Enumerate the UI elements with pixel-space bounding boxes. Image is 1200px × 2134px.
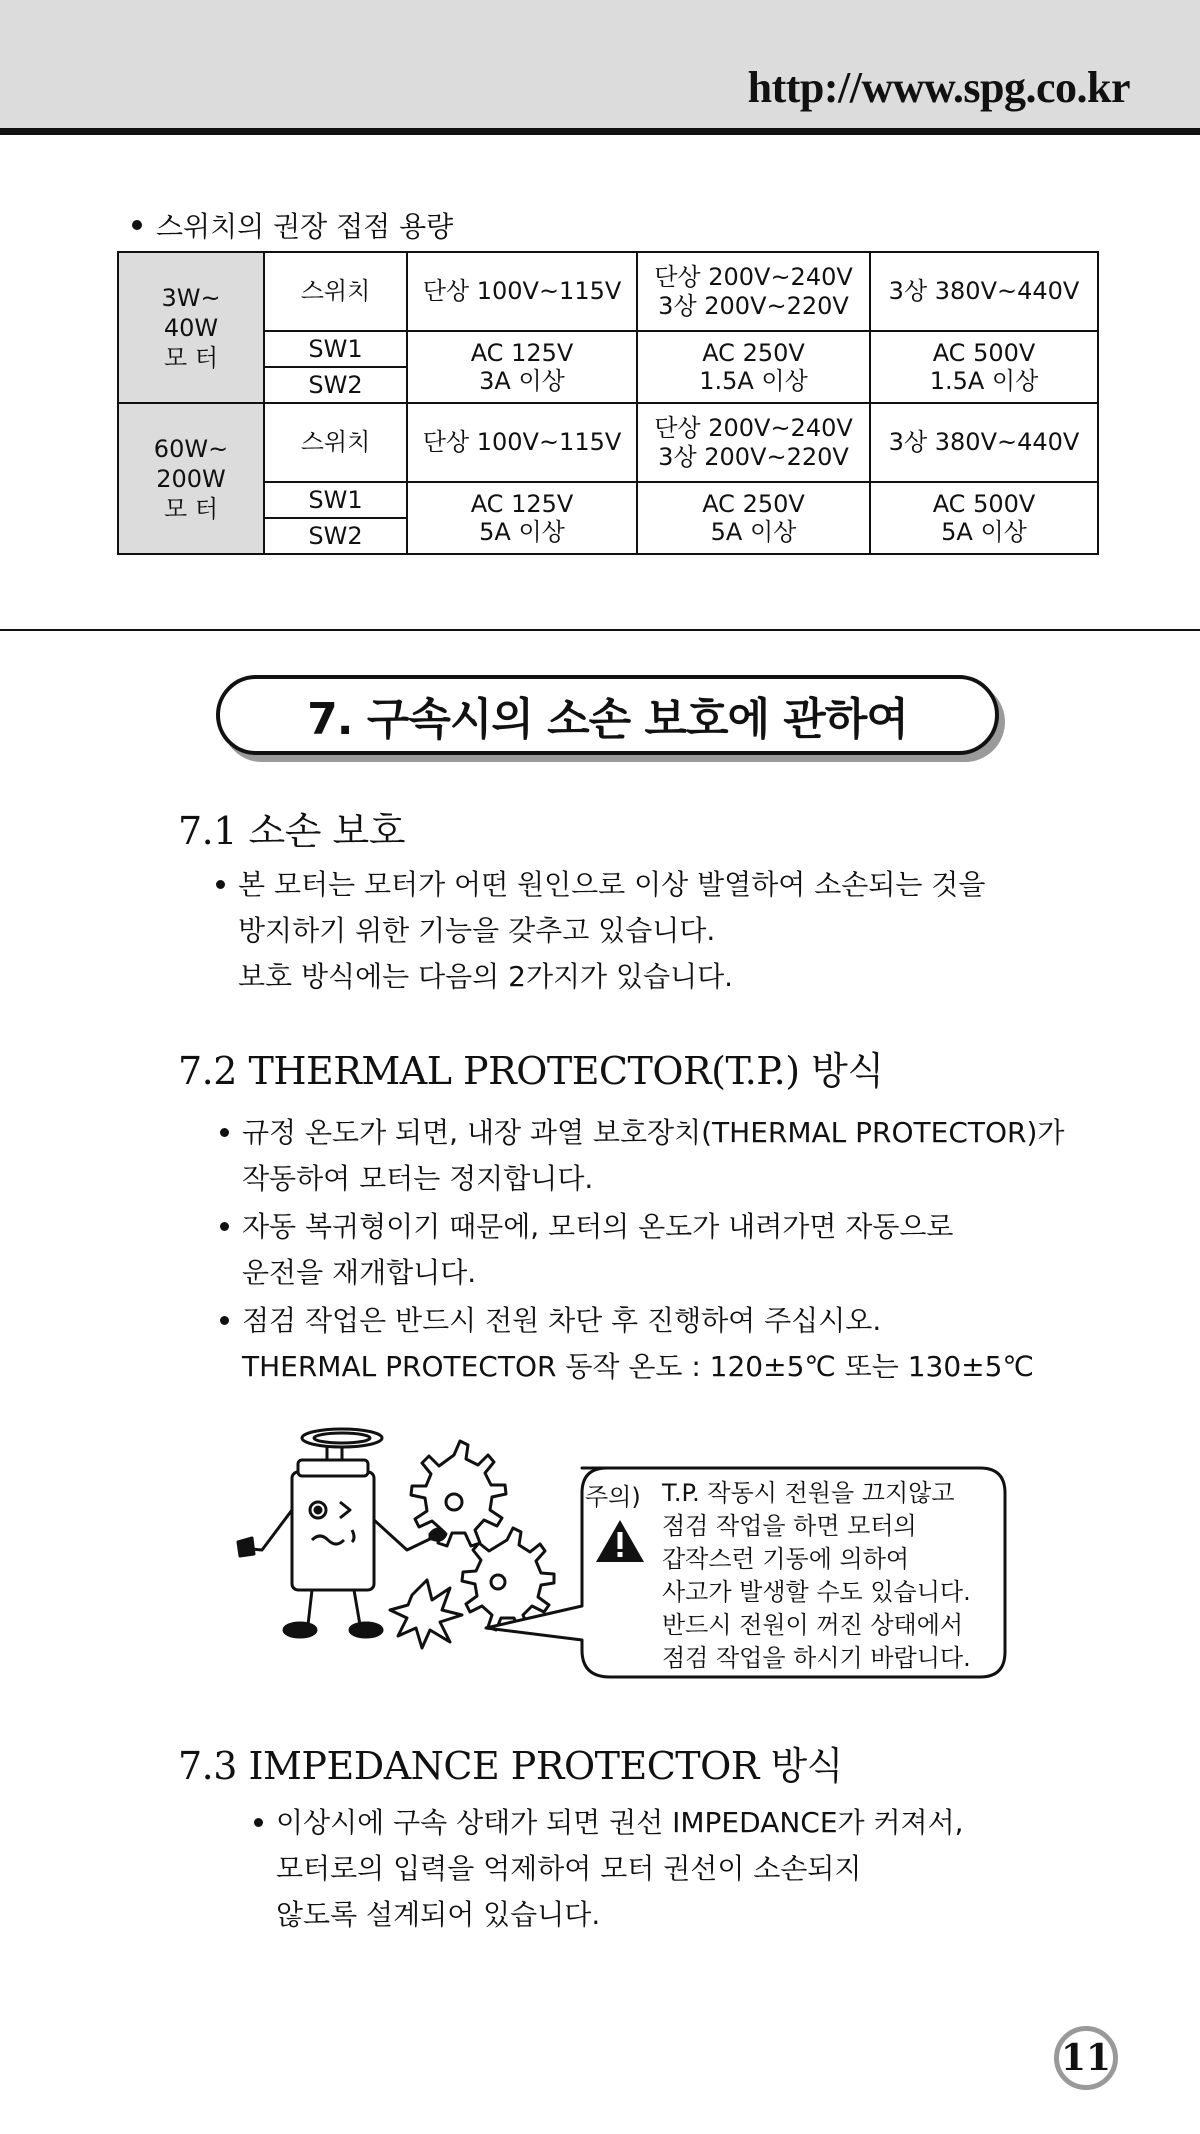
table-row bbox=[118, 482, 1098, 518]
section-divider bbox=[0, 629, 1200, 631]
warning-triangle-icon bbox=[594, 1518, 646, 1564]
page-header bbox=[0, 0, 1200, 135]
rating-cell: AC 250V 1.5A 이상 bbox=[637, 331, 870, 403]
section-title: 7. 구속시의 소손 보호에 관하여 bbox=[307, 694, 908, 745]
bullet-icon bbox=[132, 220, 142, 230]
heading-7-2: 7.2 THERMAL PROTECTOR(T.P.) 방식 bbox=[178, 1049, 884, 1093]
header-three-380: 3상 380V~440V bbox=[870, 252, 1098, 331]
bullet-icon bbox=[220, 1222, 229, 1231]
header-single-200: 단상 200V~240V 3상 200V~220V bbox=[637, 403, 870, 482]
bullet-7-2-a: 규정 온도가 되면, 내장 과열 보호장치(THERMAL PROTECTOR)가 작동하여 모터는 정지합니다. bbox=[242, 1110, 1064, 1202]
rating-cell: AC 125V 5A 이상 bbox=[407, 482, 637, 554]
bullet-7-2-b: 자동 복귀형이기 때문에, 모터의 온도가 내려가면 자동으로 운전을 재개합니다. bbox=[242, 1204, 953, 1296]
paragraph-7-1: 본 모터는 모터가 어떤 원인으로 이상 발열하여 소손되는 것을 방지하기 위한 기능을 갖추고 있습니다. 보호 방식에는 다음의 2가지가 있습니다. bbox=[238, 862, 985, 1000]
bullet-7-2-c: 점검 작업은 반드시 전원 차단 후 진행하여 주십시오. THERMAL PROTECTOR 동작 온도 : 120±5℃ 또는 130±5℃ bbox=[242, 1298, 1034, 1390]
header-three-380: 3상 380V~440V bbox=[870, 403, 1098, 482]
rating-cell: AC 500V 1.5A 이상 bbox=[870, 331, 1098, 403]
motor-cell: 3W~ 40W 모 터 bbox=[118, 252, 264, 403]
header-single-200: 단상 200V~240V 3상 200V~220V bbox=[637, 252, 870, 331]
header-switch: 스위치 bbox=[264, 252, 407, 331]
sw2-cell: SW2 bbox=[264, 367, 407, 403]
heading-7-3: 7.3 IMPEDANCE PROTECTOR 방식 bbox=[178, 1744, 843, 1788]
rating-cell: AC 500V 5A 이상 bbox=[870, 482, 1098, 554]
sw1-cell: SW1 bbox=[264, 482, 407, 518]
bullet-icon bbox=[220, 1128, 229, 1137]
motor-cell: 60W~ 200W 모 터 bbox=[118, 403, 264, 554]
header-single-100: 단상 100V~115V bbox=[407, 252, 637, 331]
heading-7-1: 7.1 소손 보호 bbox=[178, 809, 405, 853]
table-caption: 스위치의 권장 접점 용량 bbox=[132, 205, 453, 245]
section-title-box bbox=[216, 675, 999, 755]
caution-label: 주의) bbox=[585, 1483, 641, 1511]
switch-capacity-table bbox=[117, 251, 1099, 555]
table-header-row bbox=[118, 403, 1098, 482]
caution-text: T.P. 작동시 전원을 끄지않고 점검 작업을 하면 모터의 갑작스런 기동에 의하여 사고가 발생할 수도 있습니다. 반드시 전원이 꺼진 상태에서 점검 작업을 하시기 바랍니다. bbox=[662, 1479, 971, 1672]
website-url: http://www.spg.co.kr bbox=[747, 63, 1130, 112]
bullet-icon bbox=[220, 1316, 229, 1325]
sw2-cell: SW2 bbox=[264, 518, 407, 554]
sw1-cell: SW1 bbox=[264, 331, 407, 367]
header-switch: 스위치 bbox=[264, 403, 407, 482]
paragraph-7-3: 이상시에 구속 상태가 되면 권선 IMPEDANCE가 커져서, 모터로의 입력을 억제하여 모터 권선이 소손되지 않도록 설계되어 있습니다. bbox=[276, 1800, 964, 1938]
bullet-icon bbox=[216, 880, 225, 889]
rating-cell: AC 125V 3A 이상 bbox=[407, 331, 637, 403]
bullet-icon bbox=[254, 1818, 263, 1827]
page-number: 11 bbox=[1054, 2026, 1118, 2090]
rating-cell: AC 250V 5A 이상 bbox=[637, 482, 870, 554]
header-single-100: 단상 100V~115V bbox=[407, 403, 637, 482]
table-header-row bbox=[118, 252, 1098, 331]
table-row bbox=[118, 331, 1098, 367]
